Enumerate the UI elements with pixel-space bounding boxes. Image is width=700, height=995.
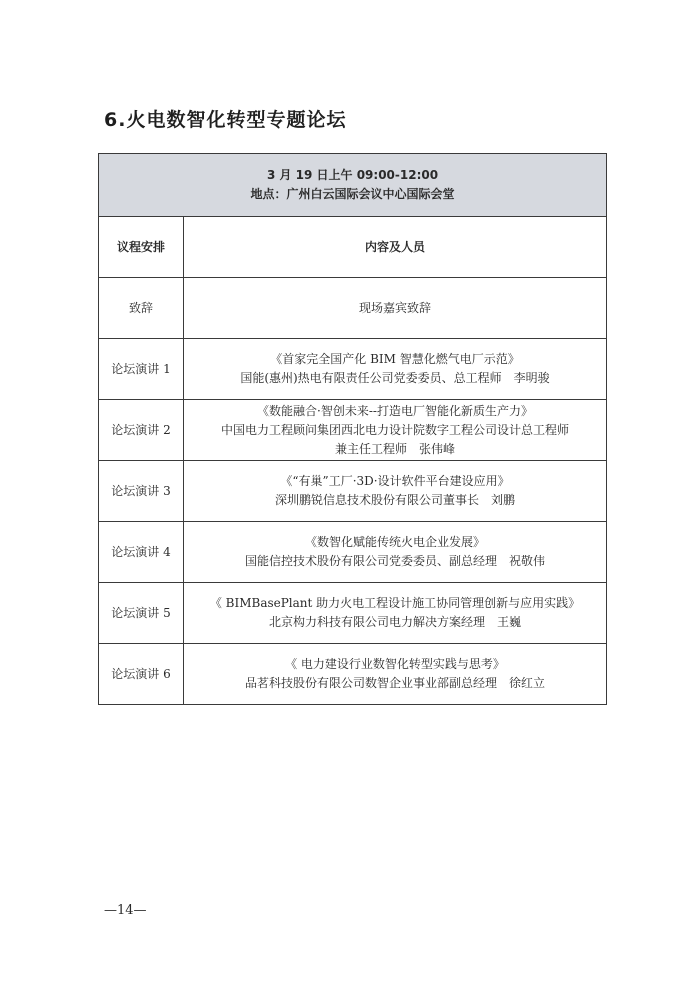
page-number: —14— [104, 903, 147, 918]
agenda-item: 论坛演讲 5 [99, 583, 184, 644]
agenda-item: 论坛演讲 4 [99, 522, 184, 583]
table-row [99, 339, 607, 400]
session-time: 3 月 19 日上午 09:00-12:00 [266, 168, 439, 182]
table-row [99, 461, 607, 522]
talk-title: 《“有巢”工厂·3D·设计软件平台建设应用》 [280, 474, 510, 488]
table-row [99, 644, 607, 705]
agenda-item: 论坛演讲 2 [99, 400, 184, 461]
content-line: 现场嘉宾致辞 [359, 300, 432, 315]
agenda-table [98, 153, 607, 705]
column-header-row [99, 217, 607, 278]
session-location: 地点：广州白云国际会议中心国际会堂 [250, 187, 455, 201]
agenda-content [184, 400, 607, 461]
agenda-item: 论坛演讲 6 [99, 644, 184, 705]
speaker-line: 品茗科技股份有限公司数智企业事业部副总经理 徐红立 [245, 676, 546, 690]
agenda-item: 致辞 [99, 278, 184, 339]
talk-title: 《 电力建设行业数智化转型实践与思考》 [285, 657, 505, 671]
talk-title: 《 BIMBasePlant 助力火电工程设计施工协同管理创新与应用实践》 [209, 596, 581, 610]
table-row [99, 522, 607, 583]
speaker-line: 兼主任工程师 张伟峰 [335, 441, 456, 456]
agenda-content [184, 522, 607, 583]
agenda-content [184, 461, 607, 522]
agenda-item: 论坛演讲 1 [99, 339, 184, 400]
talk-title: 《数智化赋能传统火电企业发展》 [305, 535, 486, 549]
talk-title: 《数能融合·智创未来--打造电厂智能化新质生产力》 [257, 403, 533, 418]
agenda-content [184, 644, 607, 705]
table-row [99, 583, 607, 644]
table-row [99, 278, 607, 339]
speaker-line: 国能(惠州)热电有限责任公司党委委员、总工程师 李明骏 [240, 371, 550, 385]
agenda-content [184, 583, 607, 644]
column-header-content: 内容及人员 [184, 217, 607, 278]
section-title: 6.火电数智化转型专题论坛 [104, 109, 347, 131]
agenda-content [184, 339, 607, 400]
talk-title: 《首家完全国产化 BIM 智慧化燃气电厂示范》 [270, 352, 520, 366]
speaker-line: 国能信控技术股份有限公司党委委员、副总经理 祝敬伟 [245, 554, 546, 568]
agenda-content [184, 278, 607, 339]
session-info-cell [99, 154, 607, 217]
table-header-row [99, 154, 607, 217]
agenda-item: 论坛演讲 3 [99, 461, 184, 522]
speaker-line: 中国电力工程顾问集团西北电力设计院数字工程公司设计总工程师 [221, 422, 570, 437]
speaker-line: 深圳鹏锐信息技术股份有限公司董事长 刘鹏 [275, 493, 516, 507]
table-row [99, 400, 607, 461]
column-header-agenda: 议程安排 [99, 217, 184, 278]
speaker-line: 北京构力科技有限公司电力解决方案经理 王巍 [269, 615, 522, 629]
